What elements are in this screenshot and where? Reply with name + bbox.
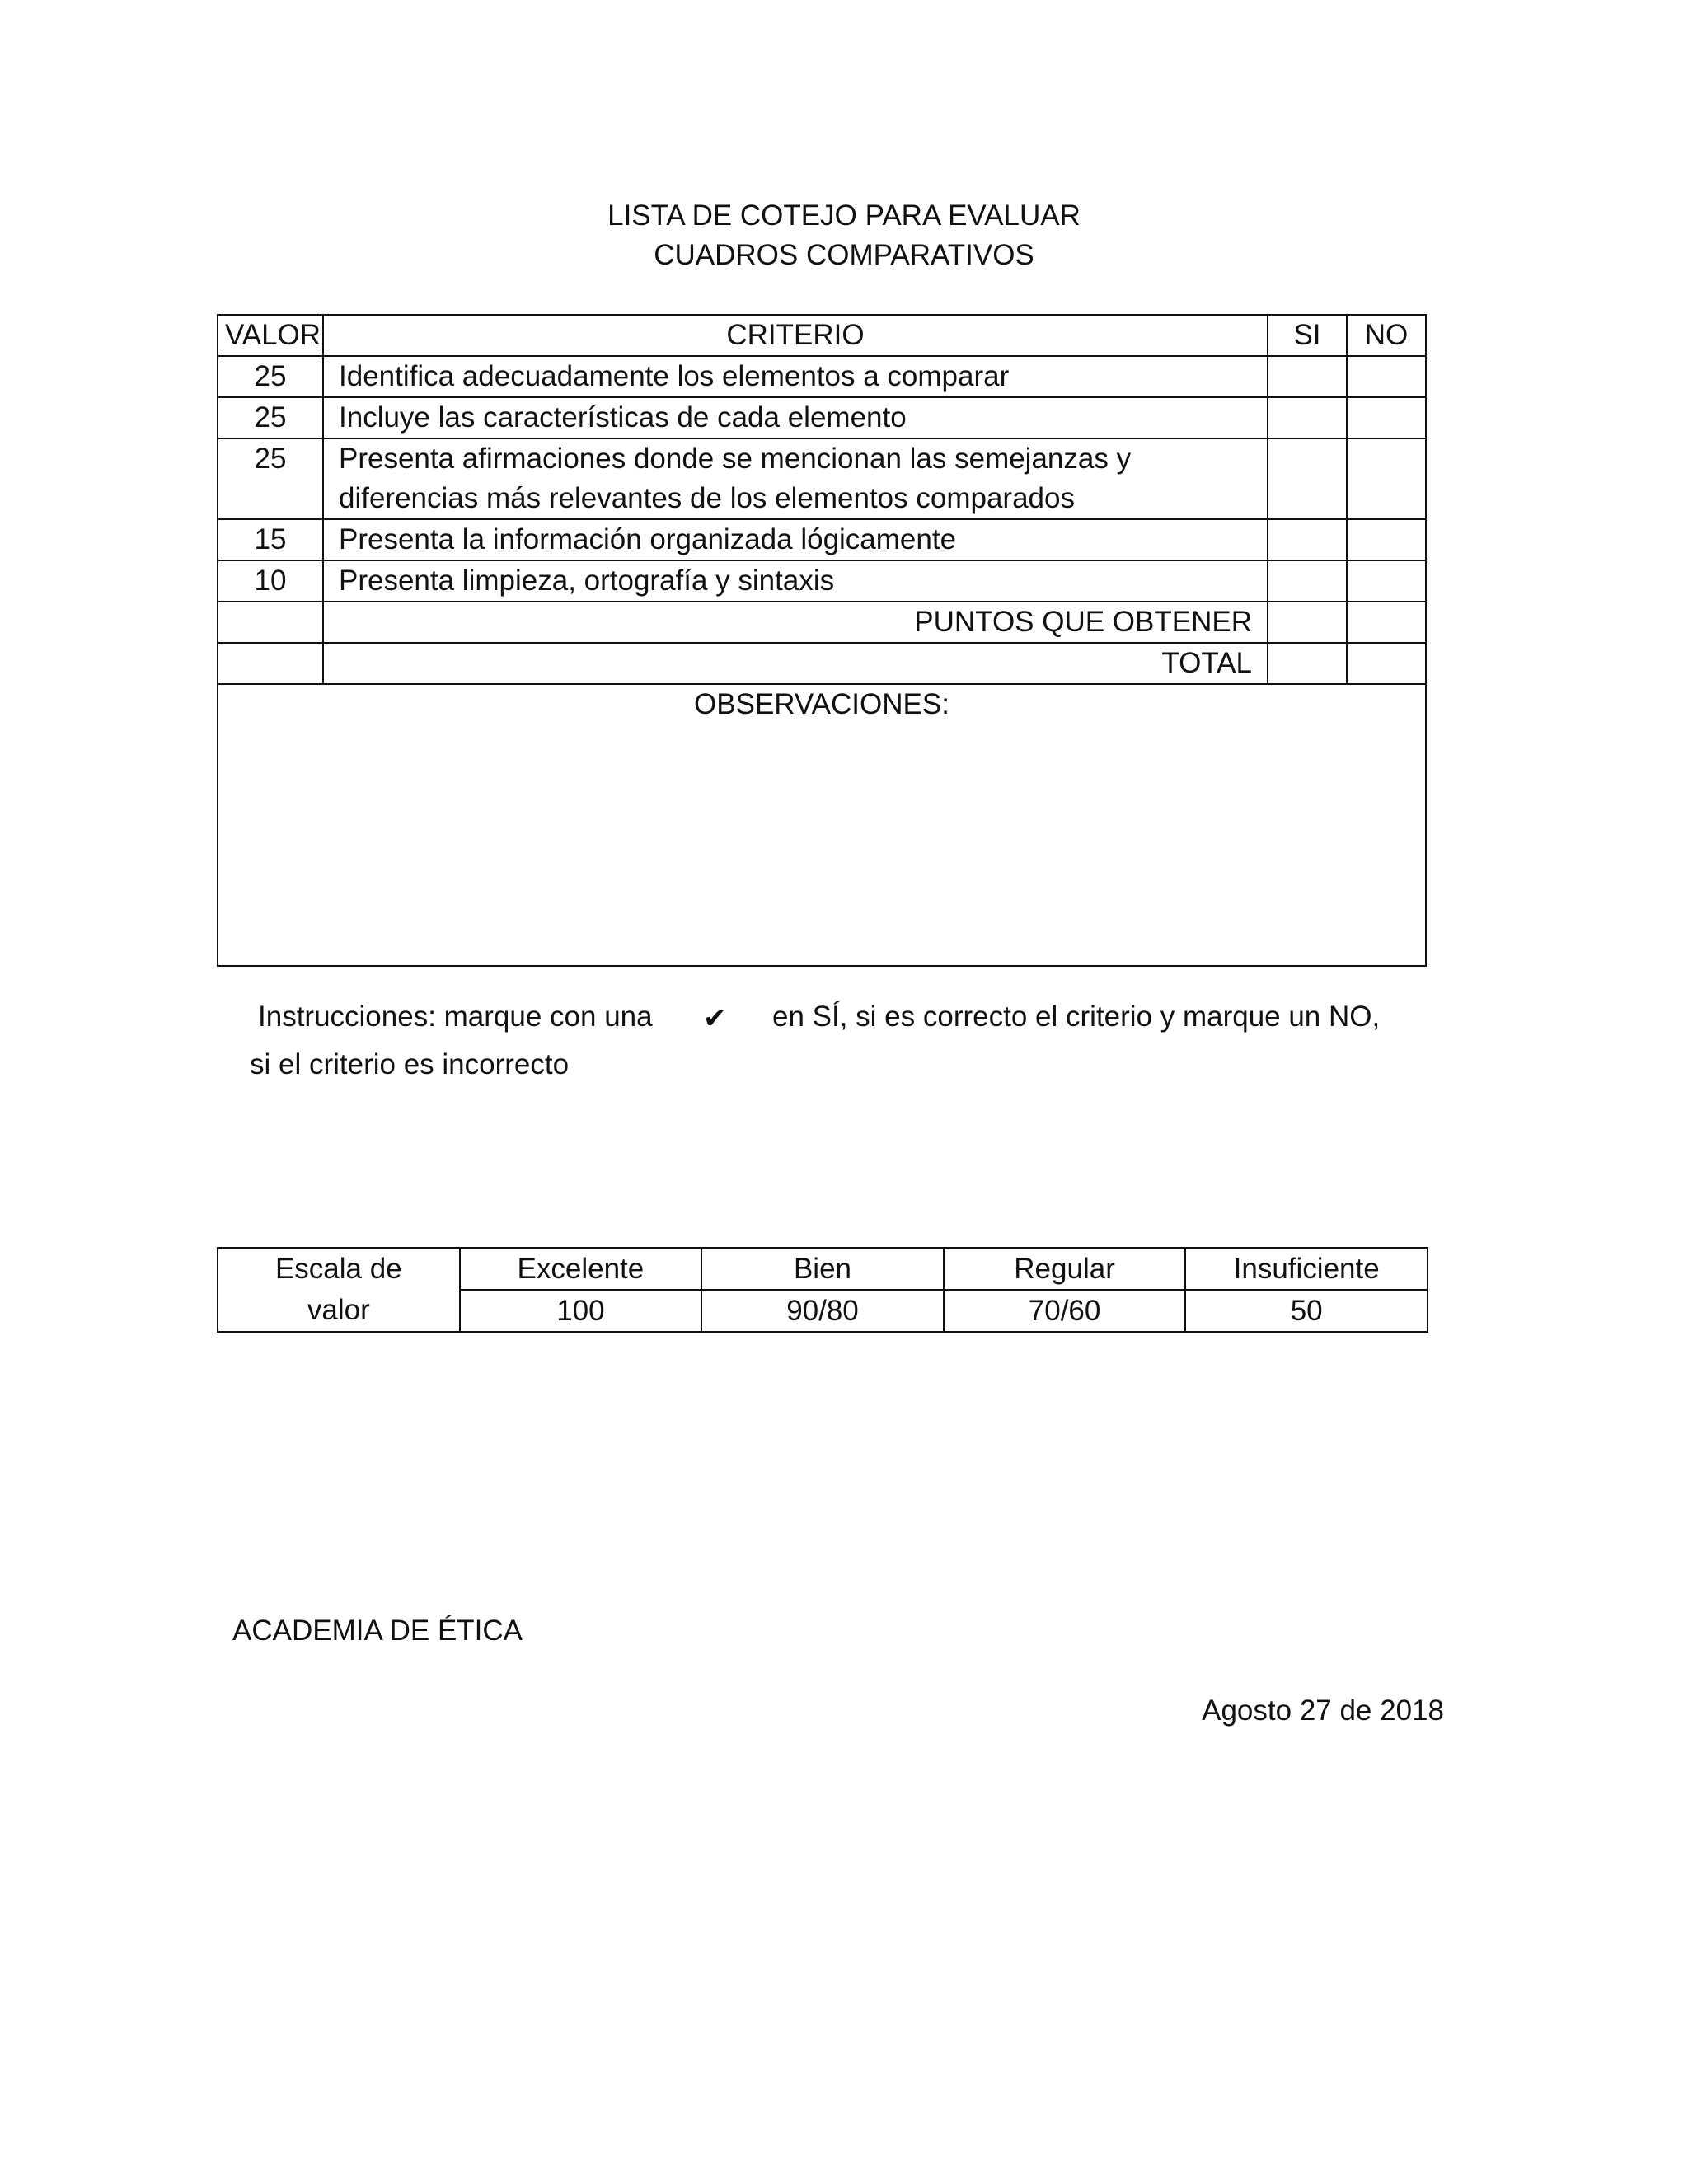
- instructions-line-1: [250, 993, 1437, 1041]
- observaciones-field[interactable]: [218, 684, 1426, 966]
- scale-level-value: 90/80: [701, 1290, 944, 1332]
- date-label: Agosto 27 de 2018: [1202, 1694, 1444, 1727]
- row-criterio: Incluye las características de cada elemento: [323, 397, 1268, 438]
- si-checkbox-cell[interactable]: [1268, 560, 1347, 602]
- scale-level-value: 50: [1185, 1290, 1428, 1332]
- scale-label: [218, 1248, 460, 1332]
- observaciones-label: OBSERVACIONES:: [694, 688, 950, 720]
- total-si-cell[interactable]: [1268, 643, 1347, 684]
- instructions-part-2: en SÍ, si es correcto el criterio y marque un NO,: [772, 1001, 1381, 1033]
- observaciones-row: [218, 684, 1426, 966]
- header-si: SI: [1268, 315, 1347, 356]
- puntos-label: PUNTOS QUE OBTENER: [323, 602, 1268, 643]
- puntos-row: [218, 602, 1426, 643]
- row-valor: 10: [218, 560, 323, 602]
- academia-label: ACADEMIA DE ÉTICA: [232, 1615, 523, 1647]
- total-row: [218, 643, 1426, 684]
- scale-level-name: Insuficiente: [1185, 1248, 1428, 1290]
- no-checkbox-cell[interactable]: [1347, 519, 1426, 560]
- table-row: [218, 438, 1426, 519]
- instructions-part-1: Instrucciones: marque con una: [258, 1001, 653, 1033]
- row-valor: 25: [218, 438, 323, 519]
- scale-label-line-2: valor: [307, 1294, 370, 1326]
- scale-level-name: Regular: [944, 1248, 1186, 1290]
- scale-level-name: Excelente: [460, 1248, 702, 1290]
- row-criterio: Presenta la información organizada lógicamente: [323, 519, 1268, 560]
- si-checkbox-cell[interactable]: [1268, 356, 1347, 397]
- empty-cell: [218, 602, 323, 643]
- header-valor: VALOR: [218, 315, 323, 356]
- checklist-header-row: [218, 315, 1426, 356]
- no-checkbox-cell[interactable]: [1347, 560, 1426, 602]
- row-criterio: Presenta limpieza, ortografía y sintaxis: [323, 560, 1268, 602]
- row-criterio: [323, 438, 1268, 519]
- title-line-2: CUADROS COMPARATIVOS: [654, 239, 1034, 271]
- row-valor: 15: [218, 519, 323, 560]
- row-valor: 25: [218, 397, 323, 438]
- title-line-1: LISTA DE COTEJO PARA EVALUAR: [607, 199, 1081, 232]
- document-title: [0, 196, 1688, 275]
- header-criterio: CRITERIO: [323, 315, 1268, 356]
- scale-level-name: Bien: [701, 1248, 944, 1290]
- header-no: NO: [1347, 315, 1426, 356]
- total-label: TOTAL: [323, 643, 1268, 684]
- instructions: [250, 993, 1437, 1089]
- table-row: [218, 519, 1426, 560]
- row-criterio-line-2: diferencias más relevantes de los elementos comparados: [339, 482, 1075, 514]
- table-row: [218, 397, 1426, 438]
- scale-table: [217, 1247, 1428, 1333]
- si-checkbox-cell[interactable]: [1268, 438, 1347, 519]
- scale-level-value: 70/60: [944, 1290, 1186, 1332]
- row-criterio-line-1: Presenta afirmaciones donde se mencionan las semejanzas y: [339, 443, 1132, 475]
- checkmark-icon: ✔: [703, 1002, 727, 1035]
- row-criterio: Identifica adecuadamente los elementos a comparar: [323, 356, 1268, 397]
- checklist-table: [217, 314, 1427, 967]
- scale-label-line-1: Escala de: [274, 1253, 402, 1285]
- empty-cell: [218, 643, 323, 684]
- table-row: [218, 560, 1426, 602]
- instructions-line-2: si el criterio es incorrecto: [250, 1048, 570, 1080]
- si-checkbox-cell[interactable]: [1268, 519, 1347, 560]
- no-checkbox-cell[interactable]: [1347, 397, 1426, 438]
- scale-names-row: [218, 1248, 1428, 1290]
- table-row: [218, 356, 1426, 397]
- row-valor: 25: [218, 356, 323, 397]
- total-no-cell[interactable]: [1347, 643, 1426, 684]
- scale-level-value: 100: [460, 1290, 702, 1332]
- no-checkbox-cell[interactable]: [1347, 438, 1426, 519]
- no-checkbox-cell[interactable]: [1347, 356, 1426, 397]
- puntos-no-cell[interactable]: [1347, 602, 1426, 643]
- si-checkbox-cell[interactable]: [1268, 397, 1347, 438]
- puntos-si-cell[interactable]: [1268, 602, 1347, 643]
